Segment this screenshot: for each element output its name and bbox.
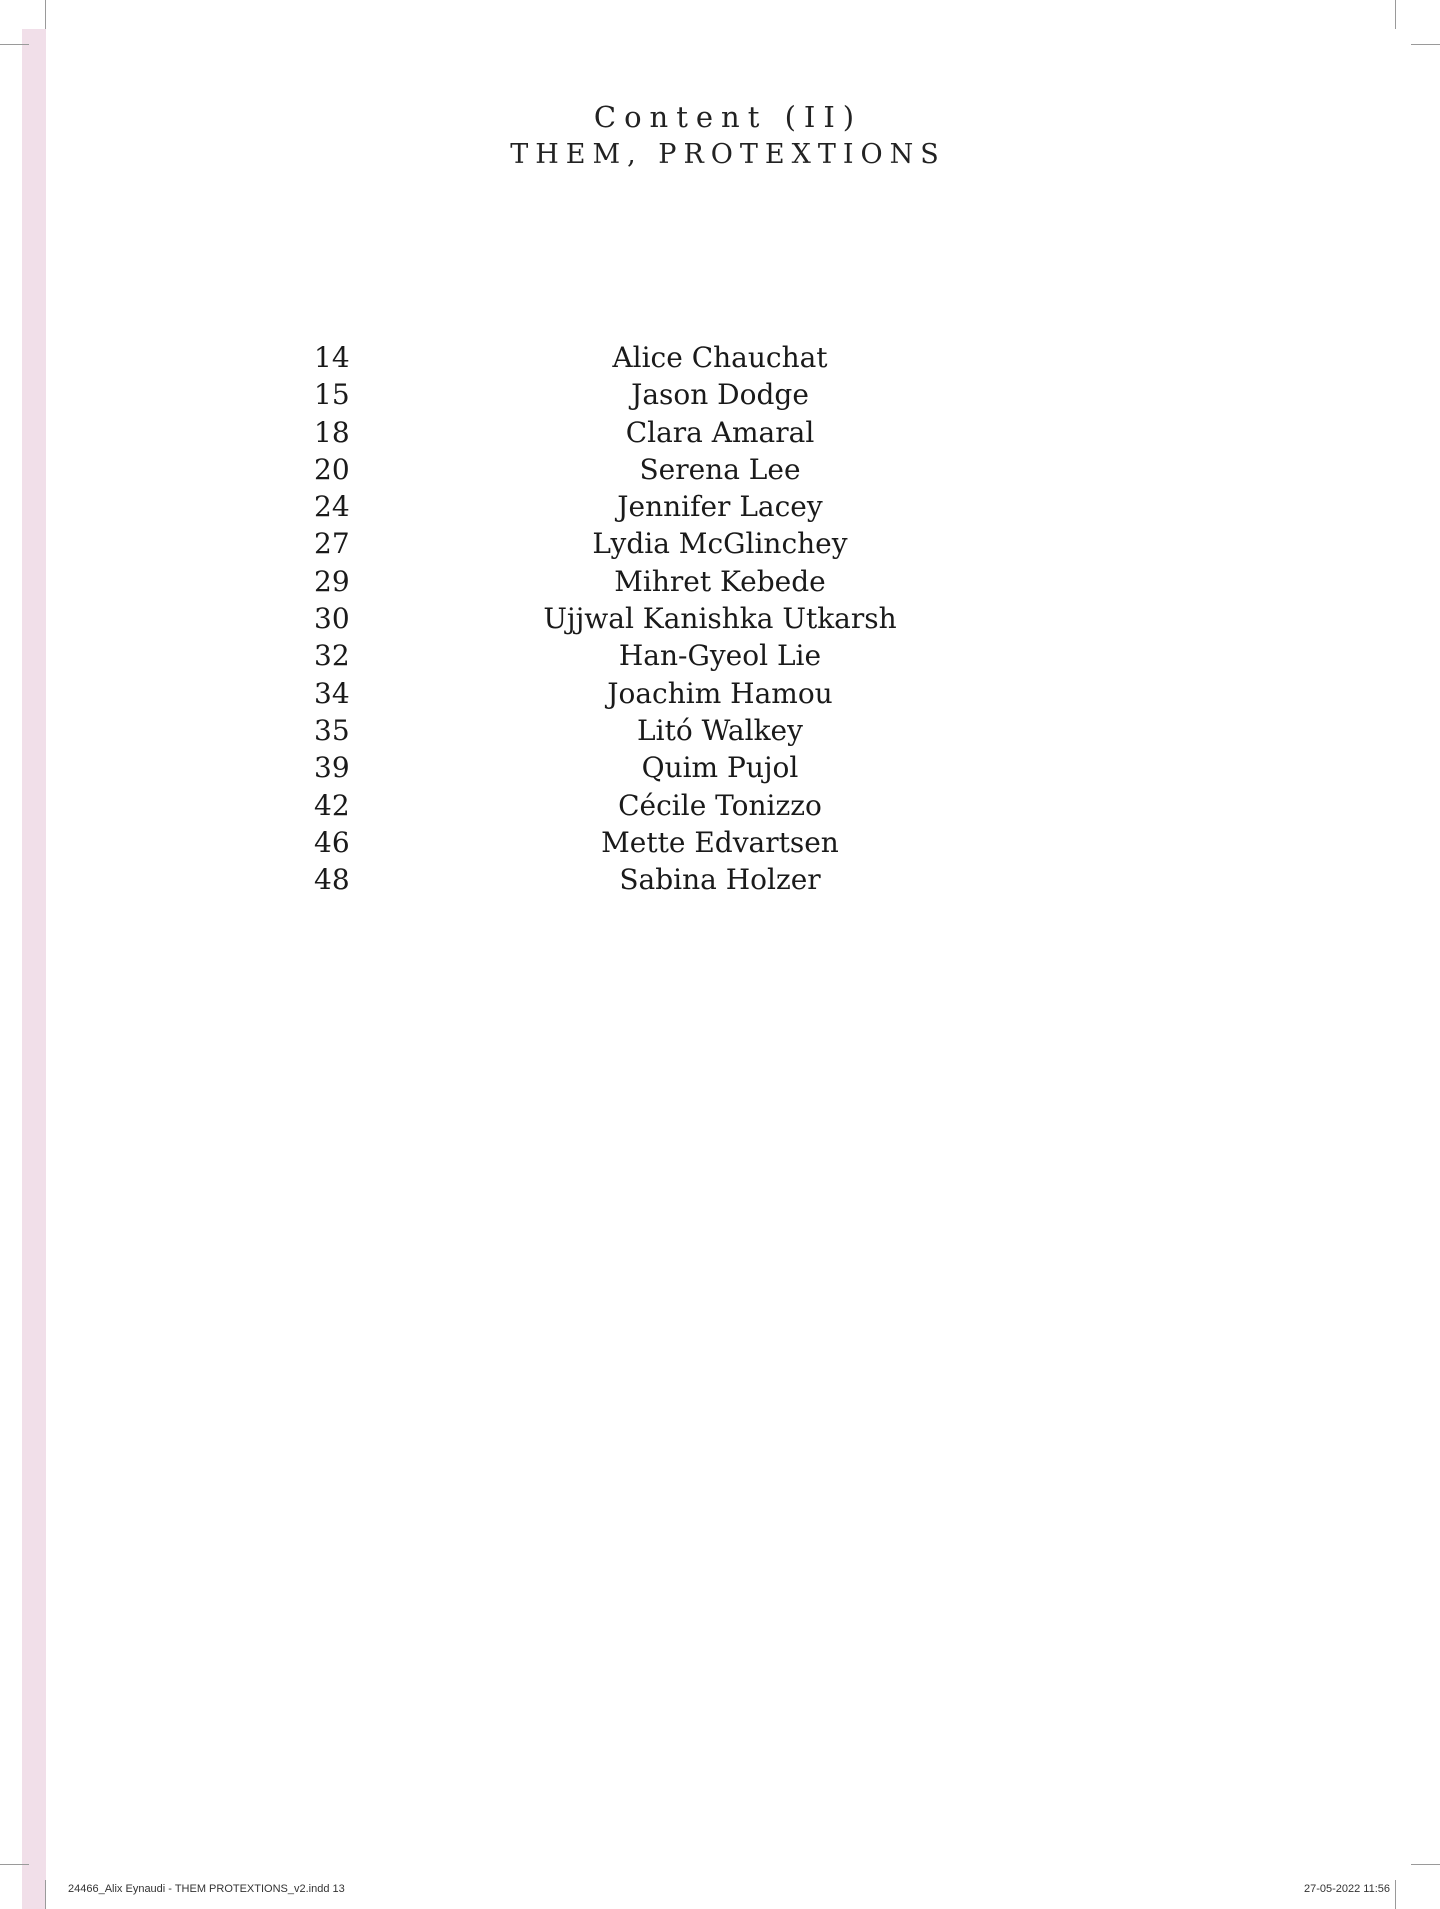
page-title: Content (II) — [593, 100, 863, 134]
toc-entry — [314, 488, 1126, 525]
table-of-contents — [314, 339, 1126, 898]
toc-author-name: Jason Dodge — [631, 378, 809, 412]
crop-mark — [45, 1880, 46, 1909]
toc-entry — [314, 600, 1126, 637]
toc-author-name: Han-Gyeol Lie — [618, 639, 822, 673]
toc-page-number: 46 — [314, 825, 350, 859]
crop-mark — [1395, 0, 1396, 29]
toc-page-number: 48 — [314, 863, 350, 897]
toc-page-number: 15 — [314, 378, 350, 412]
toc-entry — [314, 339, 1126, 376]
toc-page-number: 35 — [314, 713, 350, 747]
page-header — [0, 98, 1440, 174]
toc-author-name: Clara Amaral — [625, 415, 815, 449]
toc-author-name: Alice Chauchat — [612, 341, 828, 374]
crop-mark — [1395, 1880, 1396, 1909]
crop-mark — [1411, 44, 1440, 45]
toc-entry — [314, 376, 1126, 413]
toc-author-name: Quim Pujol — [641, 751, 799, 785]
toc-page-number: 42 — [314, 788, 350, 822]
toc-author-name: Litó Walkey — [637, 713, 803, 747]
crop-mark — [1411, 1864, 1440, 1865]
bleed-strip — [22, 29, 46, 1909]
toc-author-name: Lydia McGlinchey — [592, 527, 848, 561]
toc-page-number: 32 — [314, 639, 350, 673]
toc-entry — [314, 414, 1126, 451]
toc-author-name: Mette Edvartsen — [601, 825, 839, 859]
toc-page-number: 39 — [314, 751, 350, 785]
toc-author-name: Sabina Holzer — [619, 863, 821, 897]
toc-author-name: Cécile Tonizzo — [618, 788, 822, 822]
toc-entry — [314, 637, 1126, 674]
toc-page-number: 18 — [314, 415, 350, 449]
slug-timestamp: 27-05-2022 11:56 — [1303, 1883, 1390, 1895]
toc-entry — [314, 451, 1126, 488]
toc-author-name: Joachim Hamou — [607, 676, 833, 710]
toc-page-number: 24 — [314, 490, 350, 524]
toc-author-name: Serena Lee — [639, 452, 801, 486]
crop-mark — [0, 1864, 29, 1865]
toc-author-name: Ujjwal Kanishka Utkarsh — [543, 602, 897, 636]
toc-entry — [314, 563, 1126, 600]
toc-entry — [314, 749, 1126, 786]
toc-page-number: 29 — [314, 564, 350, 598]
toc-author-name: Mihret Kebede — [614, 564, 826, 598]
toc-entry — [314, 787, 1126, 824]
toc-entry — [314, 861, 1126, 898]
toc-entry — [314, 712, 1126, 749]
toc-entry — [314, 824, 1126, 861]
toc-page-number: 30 — [314, 602, 350, 636]
toc-entry — [314, 525, 1126, 562]
toc-page-number: 14 — [314, 341, 350, 374]
toc-page-number: 20 — [314, 452, 350, 486]
page-subtitle: THEM, PROTEXTIONS — [510, 139, 946, 170]
crop-mark — [45, 0, 46, 29]
toc-page-number: 27 — [314, 527, 350, 561]
toc-page-number: 34 — [314, 676, 350, 710]
toc-entry — [314, 675, 1126, 712]
slug-file-info: 24466_Alix Eynaudi - THEM PROTEXTIONS_v2.indd 13 — [68, 1883, 345, 1895]
crop-mark — [0, 44, 29, 45]
toc-author-name: Jennifer Lacey — [617, 490, 823, 524]
